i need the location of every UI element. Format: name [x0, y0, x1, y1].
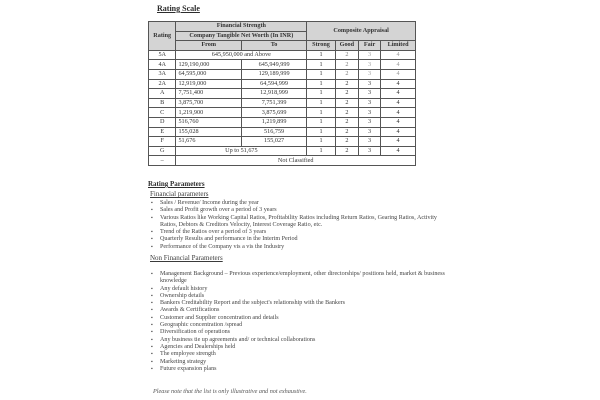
list-item: ▪ Performance of the Company vis a vis the Industry: [148, 244, 448, 251]
non-financial-parameters-title: Non Financial Parameters: [150, 254, 223, 262]
from-cell: 7,751,400: [176, 89, 241, 99]
strong-cell: 1: [307, 89, 335, 99]
to-cell: 64,594,999: [241, 79, 306, 89]
limited-cell: 4: [381, 117, 416, 127]
strong-cell: 1: [307, 98, 335, 108]
table-row: [149, 108, 416, 118]
table-row: [149, 50, 416, 60]
list-item: ▪ Management Background – Previous experience/employment, other directorships/ positions held, market & business knowledge: [148, 271, 448, 286]
from-cell: 64,595,000: [176, 69, 241, 79]
table-row: [149, 146, 416, 156]
header-from: From: [176, 41, 241, 51]
table-row: [149, 98, 416, 108]
table-row: [149, 117, 416, 127]
limited-cell: 4: [381, 108, 416, 118]
rating-cell: 4A: [149, 60, 176, 70]
limited-cell: 4: [381, 60, 416, 70]
net-worth-range-cell: Up to 51,675: [176, 146, 307, 156]
rating-cell: 2A: [149, 79, 176, 89]
to-cell: 1,219,899: [241, 117, 306, 127]
table-row: [149, 137, 416, 147]
list-item: ▪ Ownership details: [148, 293, 448, 300]
list-item: ▪ Future expansion plans: [148, 366, 448, 373]
header-fair: Fair: [358, 41, 380, 51]
to-cell: 155,027: [241, 137, 306, 147]
rating-cell: A: [149, 89, 176, 99]
net-worth-range-cell: 645,950,000 and Above: [176, 50, 307, 60]
header-to: To: [241, 41, 306, 51]
financial-parameters-title: Financial parameters: [150, 190, 209, 198]
list-item: ▪ Sales and Profit growth over a period of 3 years: [148, 207, 448, 214]
to-cell: 129,189,999: [241, 69, 306, 79]
rating-cell: E: [149, 127, 176, 137]
fair-cell: 3: [358, 69, 380, 79]
rating-cell: B: [149, 98, 176, 108]
fair-cell: 3: [358, 108, 380, 118]
fair-cell: 3: [358, 146, 380, 156]
rating-cell: G: [149, 146, 176, 156]
strong-cell: 1: [307, 108, 335, 118]
list-item: ▪ Any business tie up agreements and/ or technical collaborations: [148, 337, 448, 344]
to-cell: 3,875,699: [241, 108, 306, 118]
strong-cell: 1: [307, 60, 335, 70]
financial-parameters-list: [148, 200, 448, 251]
fair-cell: 3: [358, 89, 380, 99]
strong-cell: 1: [307, 69, 335, 79]
from-cell: 129,190,000: [176, 60, 241, 70]
to-cell: 516,759: [241, 127, 306, 137]
limited-cell: 4: [381, 127, 416, 137]
to-cell: 7,751,399: [241, 98, 306, 108]
list-item: ▪ Various Ratios like Working Capital Ratios, Profitability Ratios including Return Ratios, Gearing Ratios, Activity Ratios, Debtors & Creditors Velocity, Interest Coverage Ratio, etc.: [148, 215, 448, 230]
good-cell: 2: [335, 146, 358, 156]
from-cell: 516,760: [176, 117, 241, 127]
rating-cell: C: [149, 108, 176, 118]
list-item: ▪ Diversification of operations: [148, 329, 448, 336]
good-cell: 2: [335, 89, 358, 99]
fair-cell: 3: [358, 127, 380, 137]
fair-cell: 3: [358, 50, 380, 60]
rating-scale-title: Rating Scale: [157, 4, 200, 13]
limited-cell: 4: [381, 79, 416, 89]
from-cell: 1,219,900: [176, 108, 241, 118]
footnote: Please note that the list is only illustrative and not exhaustive.: [153, 388, 307, 395]
good-cell: 2: [335, 108, 358, 118]
limited-cell: 4: [381, 146, 416, 156]
good-cell: 2: [335, 117, 358, 127]
from-cell: 155,028: [176, 127, 241, 137]
limited-cell: 4: [381, 69, 416, 79]
strong-cell: 1: [307, 127, 335, 137]
fair-cell: 3: [358, 137, 380, 147]
from-cell: 51,676: [176, 137, 241, 147]
limited-cell: 4: [381, 137, 416, 147]
good-cell: 2: [335, 98, 358, 108]
list-item: ▪ Marketing strategy: [148, 359, 448, 366]
from-cell: 3,875,700: [176, 98, 241, 108]
header-strong: Strong: [307, 41, 335, 51]
table-row: [149, 60, 416, 70]
rating-cell: 3A: [149, 69, 176, 79]
good-cell: 2: [335, 60, 358, 70]
list-item: ▪ Agencies and Dealerships held: [148, 344, 448, 351]
limited-cell: 4: [381, 50, 416, 60]
table-row: [149, 156, 416, 166]
fair-cell: 3: [358, 117, 380, 127]
list-item: ▪ Awards & Certifications: [148, 307, 448, 314]
list-item: ▪ Sales / Revenue/ Income during the year: [148, 200, 448, 207]
list-item: ▪ Geographic concentration /spread: [148, 322, 448, 329]
rating-cell: F: [149, 137, 176, 147]
list-item: ▪ Any default history: [148, 286, 448, 293]
list-item: ▪ The employee strength: [148, 351, 448, 358]
table-row: [149, 79, 416, 89]
rating-cell: –: [149, 156, 176, 166]
header-composite-appraisal: Composite Appraisal: [307, 22, 416, 41]
list-item: ▪ Trend of the Ratios over a period of 3 years: [148, 229, 448, 236]
fair-cell: 3: [358, 79, 380, 89]
from-cell: 12,919,000: [176, 79, 241, 89]
list-item: ▪ Customer and Supplier concentration and details: [148, 315, 448, 322]
limited-cell: 4: [381, 98, 416, 108]
fair-cell: 3: [358, 60, 380, 70]
fair-cell: 3: [358, 98, 380, 108]
strong-cell: 1: [307, 117, 335, 127]
header-tangible-net-worth: Company Tangible Net Worth (In INR): [176, 31, 307, 41]
good-cell: 2: [335, 69, 358, 79]
strong-cell: 1: [307, 137, 335, 147]
table-row: [149, 69, 416, 79]
non-financial-parameters-list: [148, 271, 448, 373]
to-cell: 12,918,999: [241, 89, 306, 99]
strong-cell: 1: [307, 146, 335, 156]
to-cell: 645,949,999: [241, 60, 306, 70]
good-cell: 2: [335, 137, 358, 147]
table-row: [149, 127, 416, 137]
strong-cell: 1: [307, 79, 335, 89]
list-item: ▪ Quarterly Results and performance in the Interim Period: [148, 236, 448, 243]
header-good: Good: [335, 41, 358, 51]
header-financial-strength: Financial Strength: [176, 22, 307, 32]
header-limited: Limited: [381, 41, 416, 51]
table-row: [149, 89, 416, 99]
rating-cell: 5A: [149, 50, 176, 60]
rating-parameters-title: Rating Parameters: [148, 180, 205, 188]
limited-cell: 4: [381, 89, 416, 99]
not-classified-cell: Not Classified: [176, 156, 416, 166]
list-item: ▪ Bankers Creditability Report and the subject's relationship with the Bankers: [148, 300, 448, 307]
header-rating: Rating: [149, 22, 176, 51]
good-cell: 2: [335, 127, 358, 137]
rating-scale-table: [148, 21, 416, 166]
good-cell: 2: [335, 50, 358, 60]
good-cell: 2: [335, 79, 358, 89]
strong-cell: 1: [307, 50, 335, 60]
rating-cell: D: [149, 117, 176, 127]
